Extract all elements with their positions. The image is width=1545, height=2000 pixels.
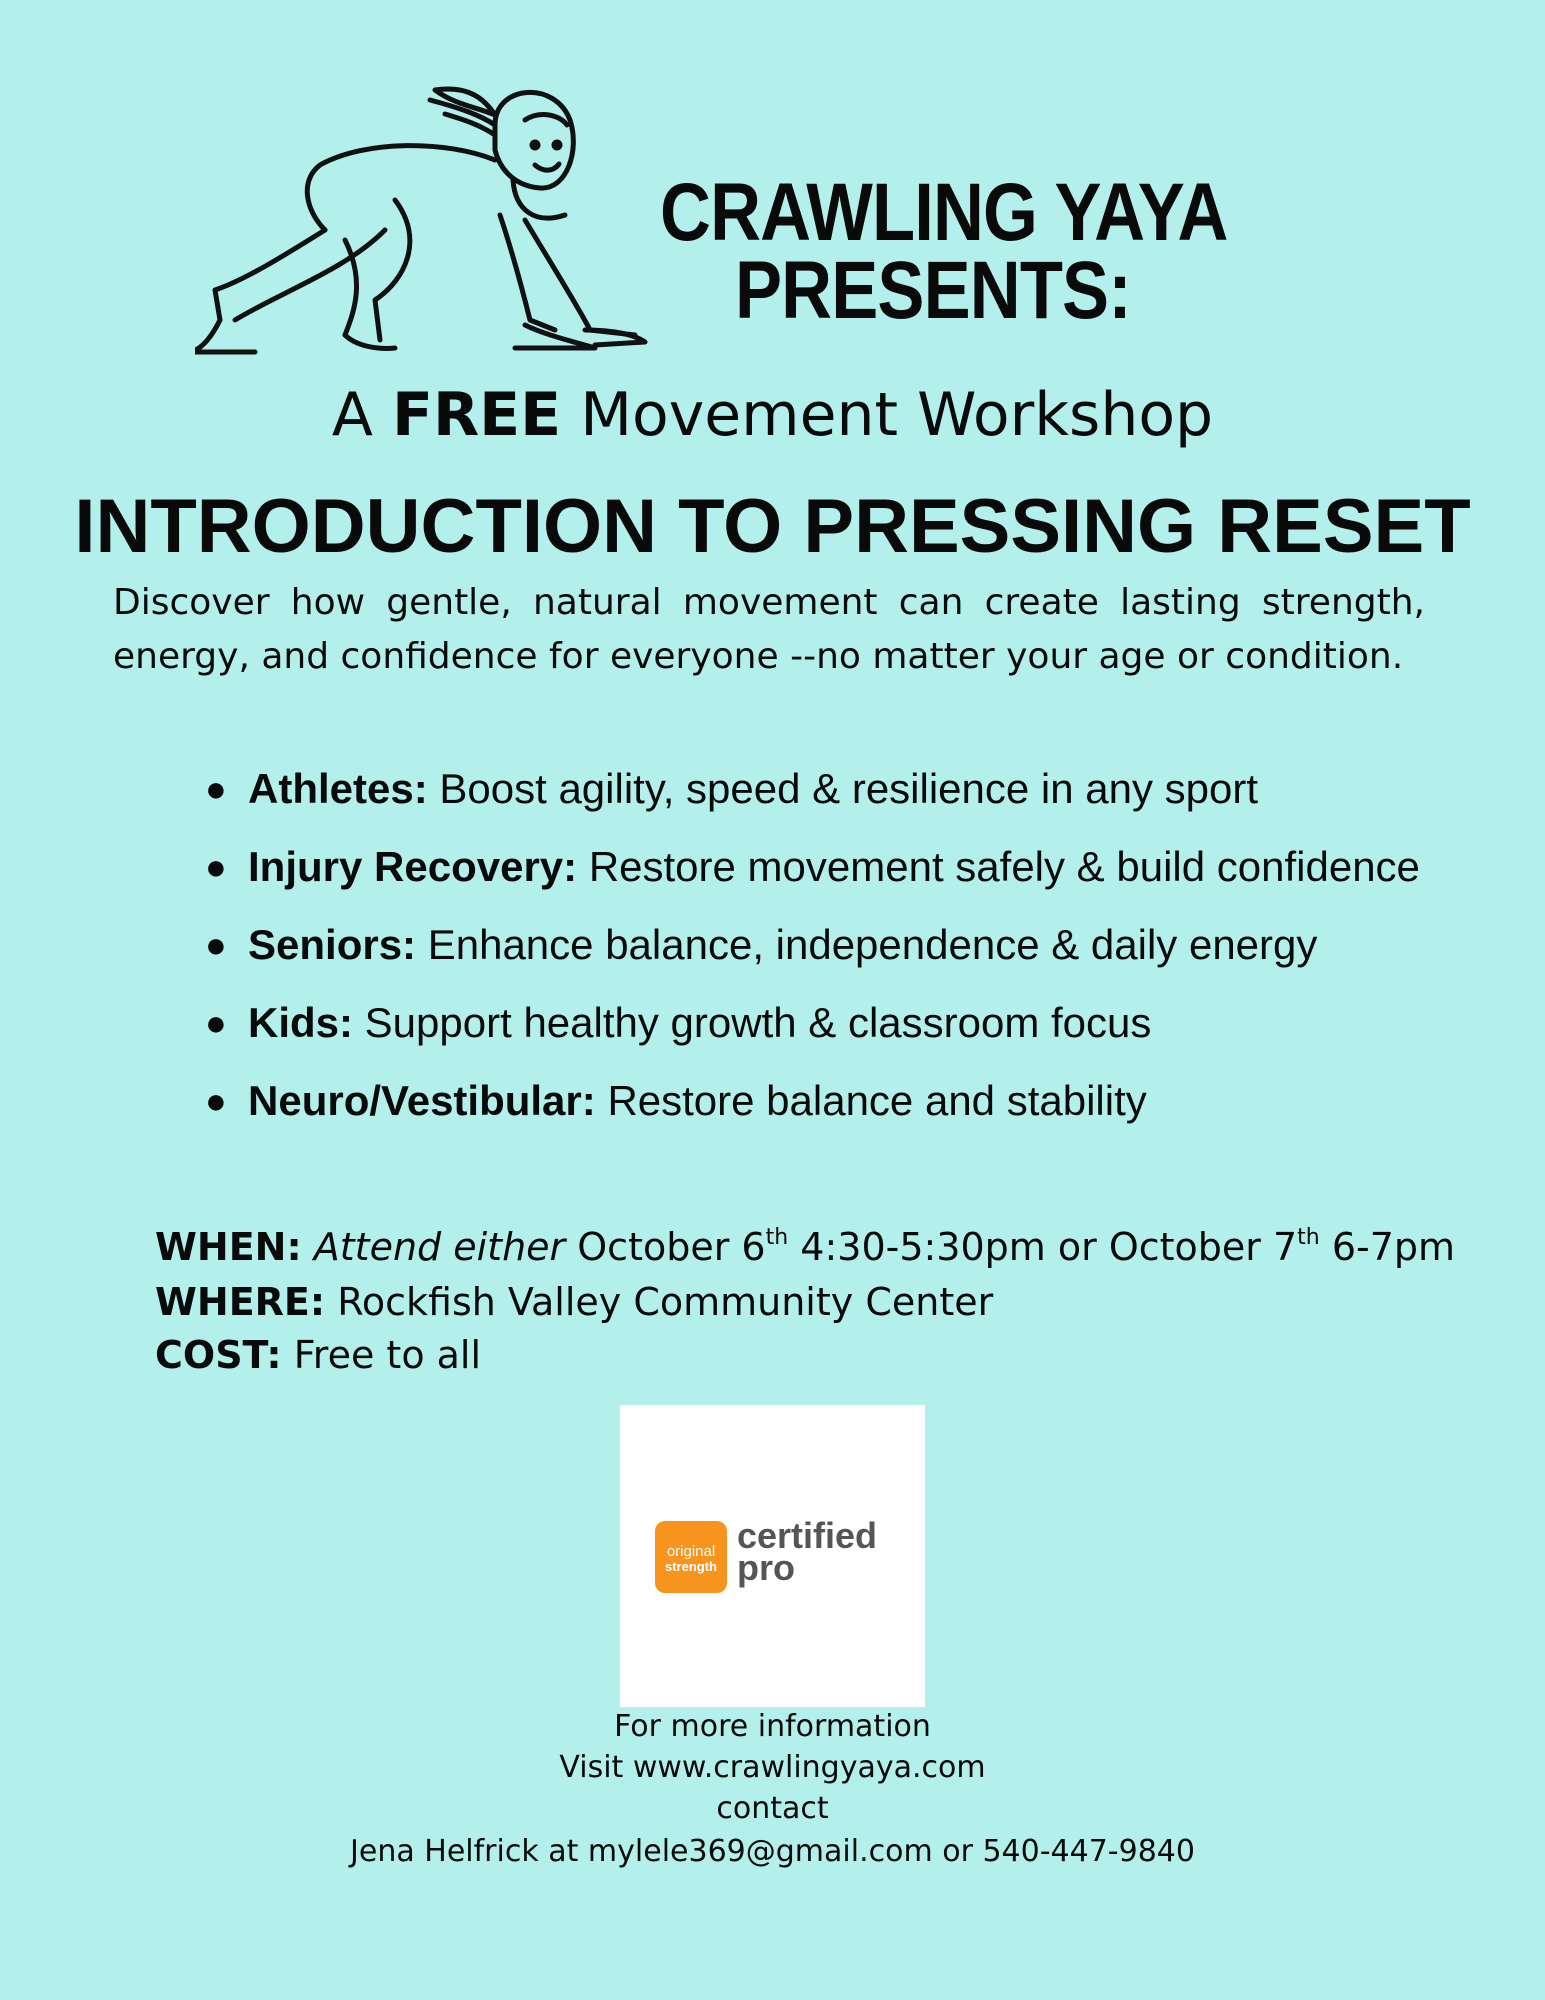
brand-line-1: CRAWLING YAYA bbox=[660, 167, 1228, 258]
original-strength-logo bbox=[655, 1521, 727, 1593]
audience-label: Neuro/Vestibular: bbox=[248, 1077, 596, 1124]
when-part1: October 6 bbox=[577, 1225, 766, 1269]
badge-line-1: certified bbox=[737, 1515, 878, 1556]
logo-bottom-text: strength bbox=[665, 1559, 717, 1574]
subtitle-suffix: Movement Workshop bbox=[580, 380, 1214, 450]
brand-line-2: PRESENTS: bbox=[735, 245, 1131, 336]
when-sup2: th bbox=[1297, 1225, 1320, 1250]
detail-cost bbox=[155, 1333, 481, 1377]
audience-label: Injury Recovery: bbox=[248, 843, 578, 890]
when-sup1: th bbox=[765, 1225, 789, 1250]
subtitle-emphasis: FREE bbox=[391, 380, 562, 450]
certified-pro-badge bbox=[620, 1405, 925, 1707]
page-title: INTRODUCTION TO PRESSING RESET bbox=[74, 484, 1471, 569]
footer-line-2: Visit www.crawlingyaya.com bbox=[559, 1750, 986, 1785]
bullet-icon: ● bbox=[205, 1080, 227, 1121]
audience-text: Boost agility, speed & resilience in any sport bbox=[439, 765, 1259, 812]
when-italic: Attend either bbox=[313, 1225, 566, 1269]
logo-top-text: original bbox=[666, 1543, 716, 1560]
when-part3: 6-7pm bbox=[1331, 1225, 1456, 1269]
bullet-icon: ● bbox=[205, 768, 227, 809]
crawling-woman-illustration bbox=[195, 80, 735, 360]
when-part2: 4:30-5:30pm or October 7 bbox=[800, 1225, 1298, 1269]
intro-paragraph: Discover how gentle, natural movement can create lasting strength, energy, and confidence for everyone --no matter your age or condition. bbox=[113, 582, 1425, 677]
detail-when bbox=[155, 1225, 1455, 1269]
audience-list bbox=[205, 760, 1420, 1150]
where-label: WHERE: bbox=[155, 1280, 326, 1324]
when-label: WHEN: bbox=[155, 1225, 302, 1269]
bullet-icon: ● bbox=[205, 1002, 227, 1043]
cost-value: Free to all bbox=[293, 1333, 482, 1377]
list-item bbox=[205, 1072, 1420, 1150]
list-item bbox=[205, 994, 1420, 1072]
audience-label: Seniors: bbox=[248, 921, 417, 968]
audience-text: Support healthy growth & classroom focus bbox=[364, 999, 1152, 1046]
badge-text bbox=[737, 1515, 878, 1588]
footer-line-1: For more information bbox=[614, 1709, 931, 1744]
audience-label: Athletes: bbox=[248, 765, 428, 812]
bullet-icon: ● bbox=[205, 846, 227, 887]
subtitle-prefix: A bbox=[331, 380, 373, 450]
audience-text: Restore balance and stability bbox=[607, 1077, 1147, 1124]
list-item bbox=[205, 760, 1420, 838]
audience-label: Kids: bbox=[248, 999, 353, 1046]
detail-where bbox=[155, 1280, 993, 1324]
footer-line-3: contact bbox=[716, 1791, 829, 1826]
cost-label: COST: bbox=[155, 1333, 282, 1377]
list-item bbox=[205, 838, 1420, 916]
footer-line-4: Jena Helfrick at mylele369@gmail.com or 540-447-9840 bbox=[350, 1834, 1195, 1869]
where-value: Rockfish Valley Community Center bbox=[337, 1280, 994, 1324]
list-item bbox=[205, 916, 1420, 994]
workshop-subtitle bbox=[0, 380, 1545, 450]
badge-line-2: pro bbox=[737, 1547, 795, 1588]
audience-text: Enhance balance, independence & daily energy bbox=[427, 921, 1318, 968]
bullet-icon: ● bbox=[205, 924, 227, 965]
audience-text: Restore movement safely & build confidence bbox=[588, 843, 1420, 890]
